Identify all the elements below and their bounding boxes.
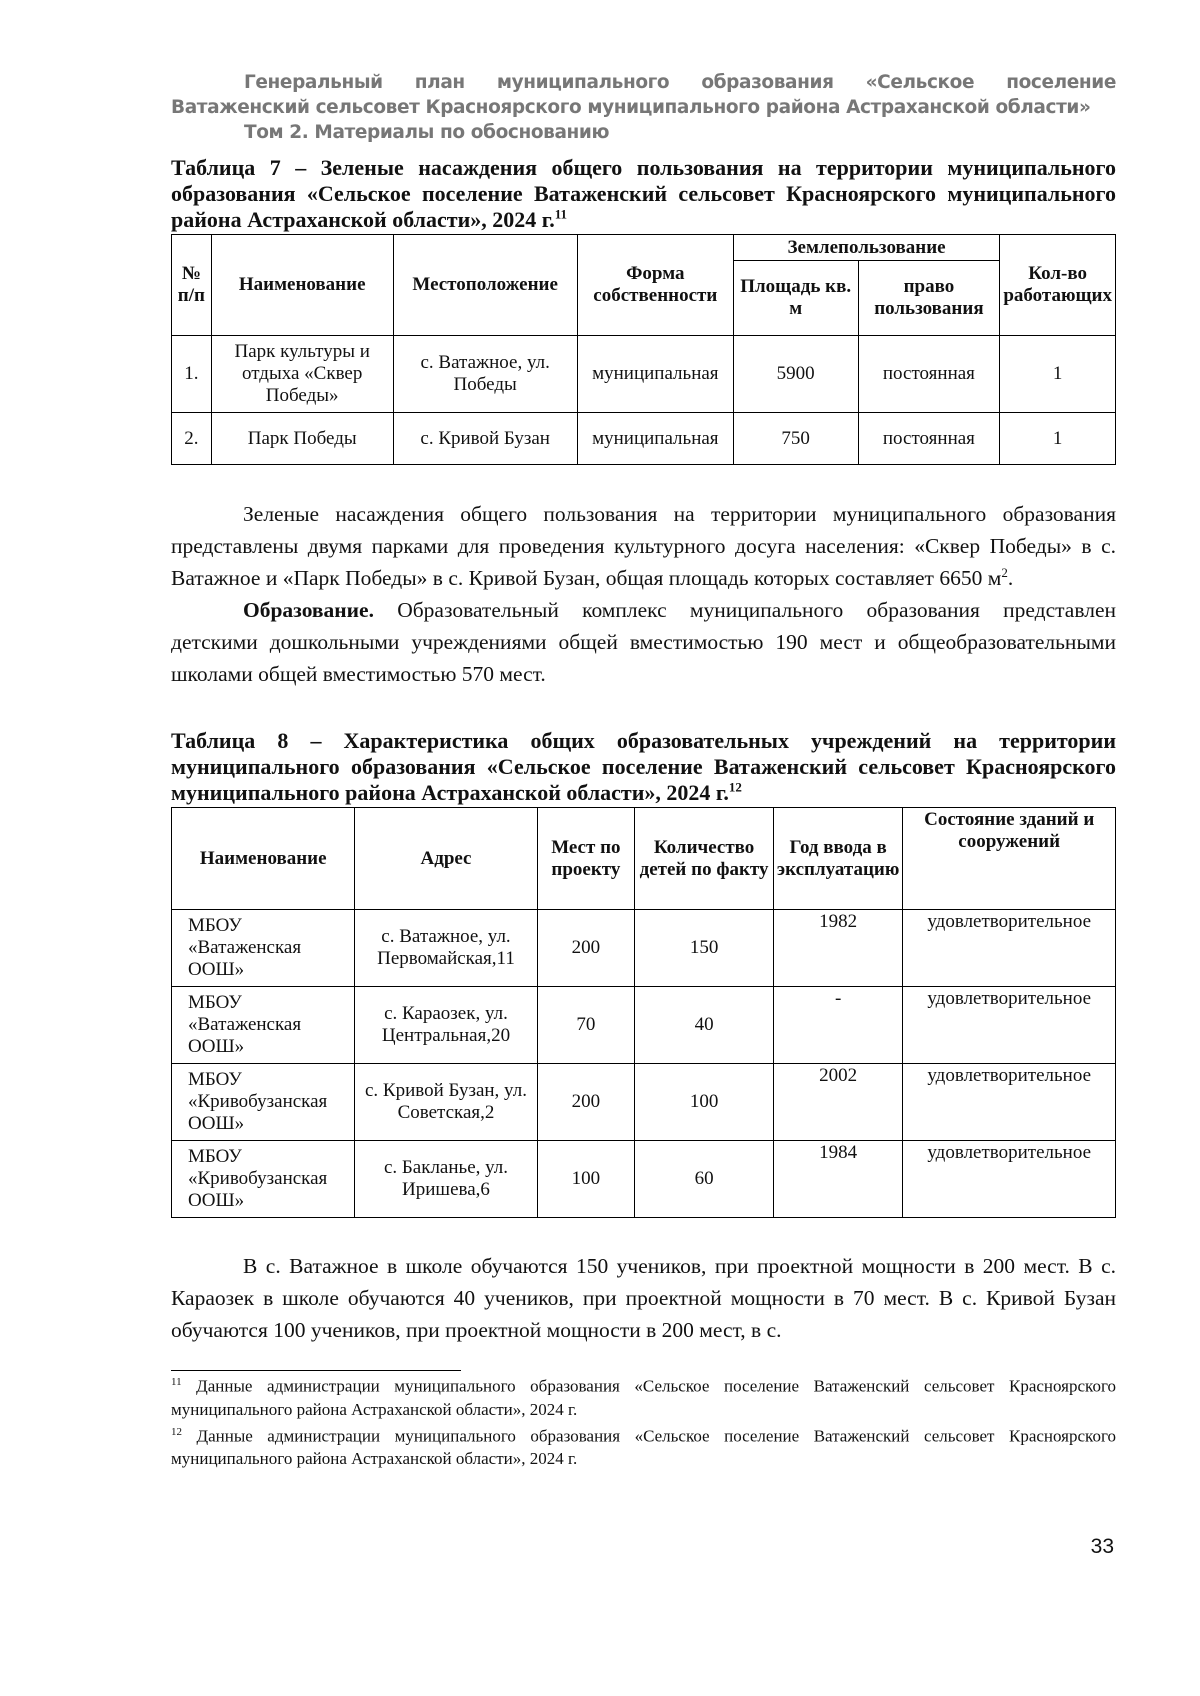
header-title: Генеральный план муниципального образования «Сельское поселение Ватаженский сельсовет Красноярского муниципального района Астраханской области» xyxy=(171,72,1116,118)
table-row: МБОУ «Ватаженская ООШ» с. Ватажное, ул. Первомайская,11 200 150 1982 удовлетворительное xyxy=(172,910,1116,987)
document-page xyxy=(171,70,1116,1470)
green-spaces-table xyxy=(171,234,1116,465)
header-volume: Том 2. Материалы по обоснованию xyxy=(244,122,610,143)
table7-caption: Таблица 7 – Зеленые насаждения общего пользования на территории муниципального образования «Сельское поселение Ватаженский сельсовет Красноярского муниципального района Астраханской области», 2024 г.$^{11}$ xyxy=(171,155,1116,232)
paragraph-schools: В с. Ватажное в школе обучаются 150 учеников, при проектной мощности в 200 мест. В с. Караозек в школе обучаются 40 учеников, при проектной мощности в 70 мест. В с. Кривой Бузан обучаются 100 учеников, при проектной мощности в 200 мест, в с. xyxy=(171,1254,1116,1342)
col-location: Местоположение xyxy=(393,235,577,336)
table-row: 1. Парк культуры и отдыха «Сквер Победы» с. Ватажное, ул. Победы муниципальная 5900 постоянная 1 xyxy=(172,336,1116,413)
col-places: Мест по проекту xyxy=(537,808,635,910)
footnote: $^{12}$ Данные администрации муниципального образования «Сельское поселение Ватаженский сельсовет Красноярского муниципального района Астраханской области», 2024 г. xyxy=(171,1425,1116,1469)
footnote-ref[interactable]: 12 xyxy=(728,779,742,795)
col-year: Год ввода в эксплуатацию xyxy=(773,808,902,910)
table-row: МБОУ «Ватаженская ООШ» с. Караозек, ул. Центральная,20 70 40 - удовлетворительное xyxy=(172,987,1116,1064)
table-row: МБОУ «Кривобузанская ООШ» с. Кривой Бузан, ул. Советская,2 200 100 2002 удовлетворительное xyxy=(172,1064,1116,1141)
table-row: 2. Парк Победы с. Кривой Бузан муниципальная 750 постоянная 1 xyxy=(172,413,1116,465)
col-address: Адрес xyxy=(355,808,537,910)
paragraph-green-spaces: Зеленые насаждения общего пользования на территории муниципального образования представлены двумя парками для проведения культурного досуга населения: «Сквер Победы» в с. Ватажное и «Парк Победы» в с. Кривой Бузан, общая площадь которых составляет 6650 $м^2$. xyxy=(171,502,1116,590)
footnote-ref[interactable]: 11 xyxy=(554,206,568,222)
col-children: Количество детей по факту xyxy=(635,808,774,910)
col-name: Наименование xyxy=(211,235,393,336)
col-num: № п/п xyxy=(172,235,212,336)
col-workers: Кол-во работающих xyxy=(1000,235,1116,336)
col-right: право пользования xyxy=(858,261,1000,336)
footnote: $^{11}$ Данные администрации муниципального образования «Сельское поселение Ватаженский сельсовет Красноярского муниципального района Астраханской области», 2024 г. xyxy=(171,1376,1116,1419)
page-number: 33 xyxy=(1090,1535,1114,1558)
col-state: Состояние зданий и сооружений xyxy=(903,808,1116,910)
table-row: МБОУ «Кривобузанская ООШ» с. Бакланье, ул. Иришева,6 100 60 1984 удовлетворительное xyxy=(172,1141,1116,1218)
table8-caption: Таблица 8 – Характеристика общих образовательных учреждений на территории муниципального образования «Сельское поселение Ватаженский сельсовет Красноярского муниципального района Астраханской области», 2024 г.$^{12}$ xyxy=(171,728,1116,805)
paragraph-education: Образование. Образовательный комплекс муниципального образования представлен детскими дошкольными учреждениями общей вместимостью 190 мест и общеобразовательными школами общей вместимостью 570 мест. xyxy=(171,598,1116,686)
page-header xyxy=(171,70,1116,145)
col-area: Площадь кв. м xyxy=(733,261,858,336)
col-land-use: Землепользование xyxy=(733,235,999,261)
col-name: Наименование xyxy=(172,808,355,910)
col-ownership: Форма собственности xyxy=(577,235,733,336)
schools-table xyxy=(171,807,1116,1218)
